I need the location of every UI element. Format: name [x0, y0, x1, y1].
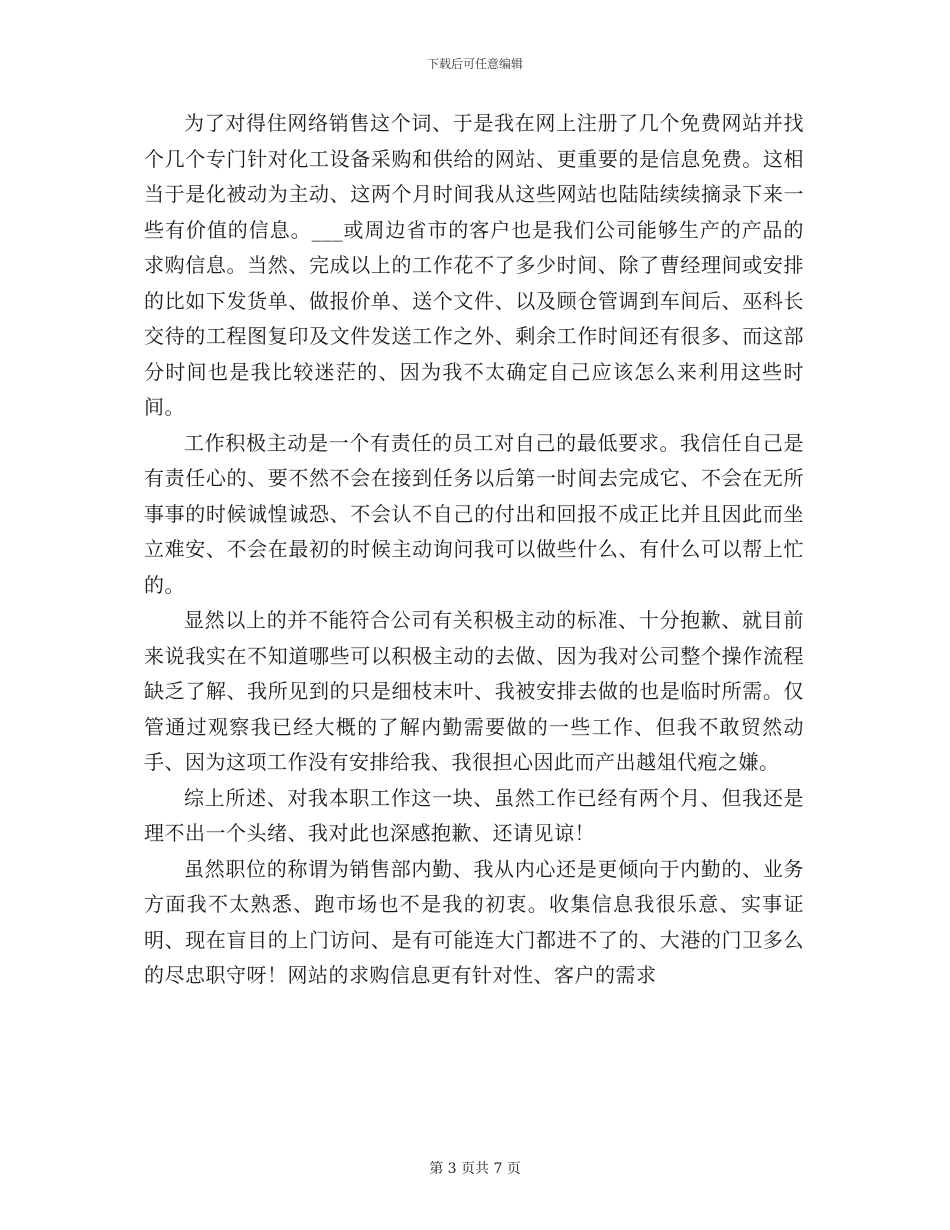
paragraph-5: 虽然职位的称谓为销售部内勤、我从内心还是更倾向于内勤的、业务方面我不太熟悉、跑市场也不是我的初衷。收集信息我很乐意、实事证明、现在盲目的上门访问、是有可能连大门都进不了的、大港的门卫多么的尽忠职守呀！网站的求购信息更有针对性、客户的需求 — [144, 856, 804, 987]
paragraph-2: 工作积极主动是一个有责任的员工对自己的最低要求。我信任自己是有责任心的、要不然不会在接到任务以后第一时间去完成它、不会在无所事事的时候诚惶诚恐、不会认不自己的付出和回报不成正比并且因此而坐立难安、不会在最初的时候主动询问我可以做些什么、有什么可以帮上忙的。 — [144, 430, 804, 597]
paragraph-3: 显然以上的并不能符合公司有关积极主动的标准、十分抱歉、就目前来说我实在不知道哪些可以积极主动的去做、因为我对公司整个操作流程缺乏了解、我所见到的只是细枝末叶、我被安排去做的也是临时所需。仅管通过观察我已经大概的了解内勤需要做的一些工作、但我不敢贸然动手、因为这项工作没有安排给我、我很担心因此而产出越俎代疱之嫌。 — [144, 608, 804, 774]
page-footer: 第 3 页共 7 页 — [429, 1161, 521, 1177]
document-body — [144, 106, 804, 994]
paragraph-1: 为了对得住网络销售这个词、于是我在网上注册了几个免费网站并找个几个专门针对化工设备采购和供给的网站、更重要的是信息免费。这相当于是化被动为主动、这两个月时间我从这些网站也陆陆续续摘录下来一些有价值的信息。___或周边省市的客户也是我们公司能够生产的产品的求购信息。当然、完成以上的工作花不了多少时间、除了曹经理间或安排的比如下发货单、做报价单、送个文件、以及顾仓管调到车间后、巫科长交待的工程图复印及文件发送工作之外、剩余工作时间还有很多、而这部分时间也是我比较迷茫的、因为我不太确定自己应该怎么来利用这些时间。 — [144, 111, 804, 419]
page-header: 下载后可任意编辑 — [426, 57, 523, 71]
paragraph-4: 综上所述、对我本职工作这一块、虽然工作已经有两个月、但我还是理不出一个头绪、我对此也深感抱歉、还请见谅！ — [144, 785, 804, 845]
